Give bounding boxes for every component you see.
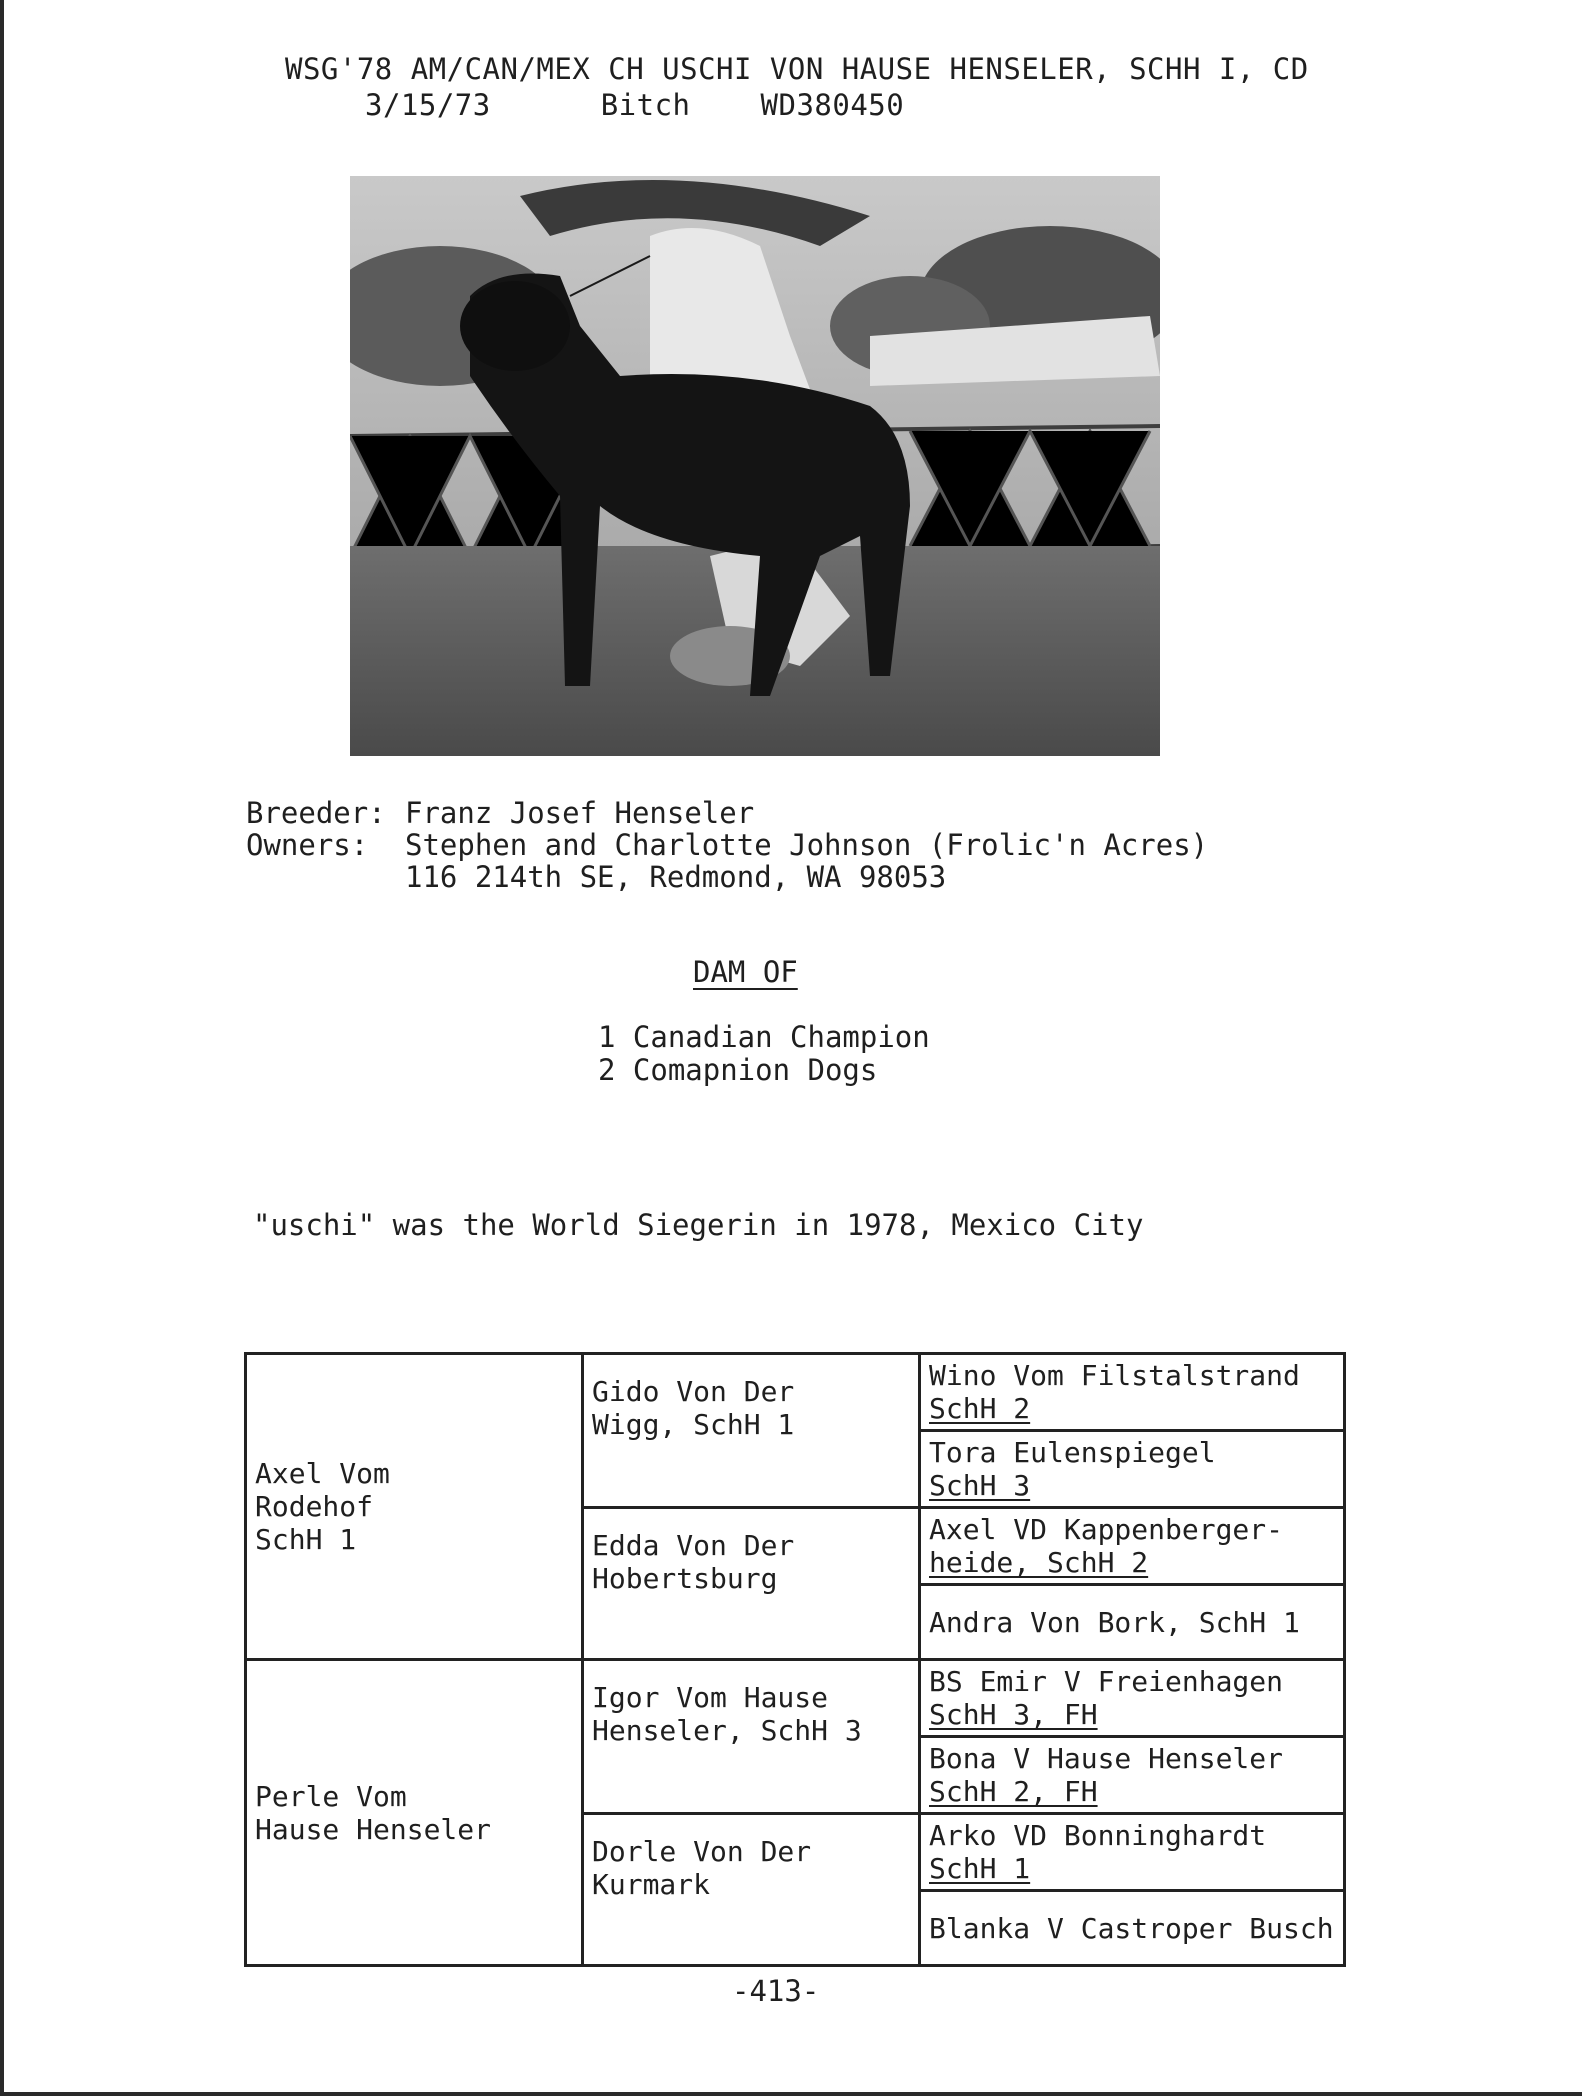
offspring-item: 2 Comapnion Dogs (598, 1053, 878, 1087)
pedigree-gen3-cell (920, 1585, 1345, 1660)
grandsire-name-line: Igor Vom Hause (592, 1681, 829, 1714)
page-number: -413- (732, 1974, 820, 2008)
dog-show-photo (350, 176, 1160, 756)
owners-address: 116 214th SE, Redmond, WA 98053 (405, 860, 947, 894)
granddam-name-line: Dorle Von Der (592, 1835, 812, 1868)
pedigree-sire-dam (583, 1508, 920, 1660)
ancestor-name: Blanka V Castroper Busch (929, 1911, 1334, 1945)
grandsire-name-line: Gido Von Der (592, 1375, 795, 1408)
pedigree-gen3-cell (920, 1508, 1345, 1585)
ancestor-name: Tora Eulenspiegel (929, 1436, 1216, 1469)
breeder-label: Breeder: (246, 796, 386, 830)
ancestor-title: SchH 1 (929, 1852, 1031, 1885)
granddam-name-line: Kurmark (592, 1868, 711, 1901)
breeder-name: Franz Josef Henseler (405, 796, 755, 830)
sire-title-line: SchH 1 (255, 1523, 357, 1556)
pedigree-dam (246, 1660, 583, 1966)
sire-name-line: Axel Vom (255, 1457, 390, 1490)
world-siegerin-note: "uschi" was the World Siegerin in 1978, Mexico City (253, 1208, 1144, 1242)
pedigree-table (244, 1352, 1346, 1967)
granddam-name-line: Edda Von Der (592, 1529, 795, 1562)
pedigree-gen3-cell (920, 1431, 1345, 1508)
ancestor-name: Axel VD Kappenberger- (929, 1513, 1284, 1546)
ancestor-title: SchH 3 (929, 1469, 1031, 1502)
ancestor-name: BS Emir V Freienhagen (929, 1665, 1284, 1698)
ancestor-name: Andra Von Bork, SchH 1 (929, 1605, 1300, 1639)
pedigree-sire (246, 1354, 583, 1660)
ancestor-name: Bona V Hause Henseler (929, 1742, 1284, 1775)
ancestor-title: SchH 2 (929, 1392, 1031, 1425)
pedigree-gen3-cell (920, 1891, 1345, 1966)
dog-title: WSG'78 AM/CAN/MEX CH USCHI VON HAUSE HENSELER, SCHH I, CD (285, 52, 1309, 86)
dog-details (365, 88, 904, 122)
dam-of-heading: DAM OF (693, 955, 798, 989)
granddam-name-line: Hobertsburg (592, 1562, 778, 1595)
pedigree-gen3-cell (920, 1737, 1345, 1814)
registration-number: WD380450 (760, 88, 905, 122)
ancestor-title: heide, SchH 2 (929, 1546, 1149, 1579)
sire-name-line: Rodehof (255, 1490, 374, 1523)
pedigree-sire-sire (583, 1354, 920, 1508)
pedigree-gen3-cell (920, 1660, 1345, 1737)
pedigree-dam-sire (583, 1660, 920, 1814)
pedigree-gen3-cell (920, 1354, 1345, 1431)
ancestor-name: Arko VD Bonninghardt (929, 1819, 1267, 1852)
grandsire-name-line: Wigg, SchH 1 (592, 1408, 795, 1441)
ancestor-title: SchH 3, FH (929, 1698, 1098, 1731)
sex: Bitch (600, 88, 691, 122)
offspring-item: 1 Canadian Champion (598, 1020, 930, 1054)
pedigree-dam-dam (583, 1814, 920, 1966)
date-of-birth: 3/15/73 (365, 88, 491, 122)
owners-label: Owners: (246, 828, 369, 862)
ancestor-name: Wino Vom Filstalstrand (929, 1359, 1300, 1392)
grandsire-name-line: Henseler, SchH 3 (592, 1714, 862, 1747)
dam-name-line: Perle Vom (255, 1779, 407, 1813)
dam-name-line: Hause Henseler (255, 1812, 492, 1846)
owners-names: Stephen and Charlotte Johnson (Frolic'n Acres) (405, 828, 1209, 862)
pedigree-table-wrap (244, 1352, 1346, 1967)
ancestor-title: SchH 2, FH (929, 1775, 1098, 1808)
pedigree-gen3-cell (920, 1814, 1345, 1891)
